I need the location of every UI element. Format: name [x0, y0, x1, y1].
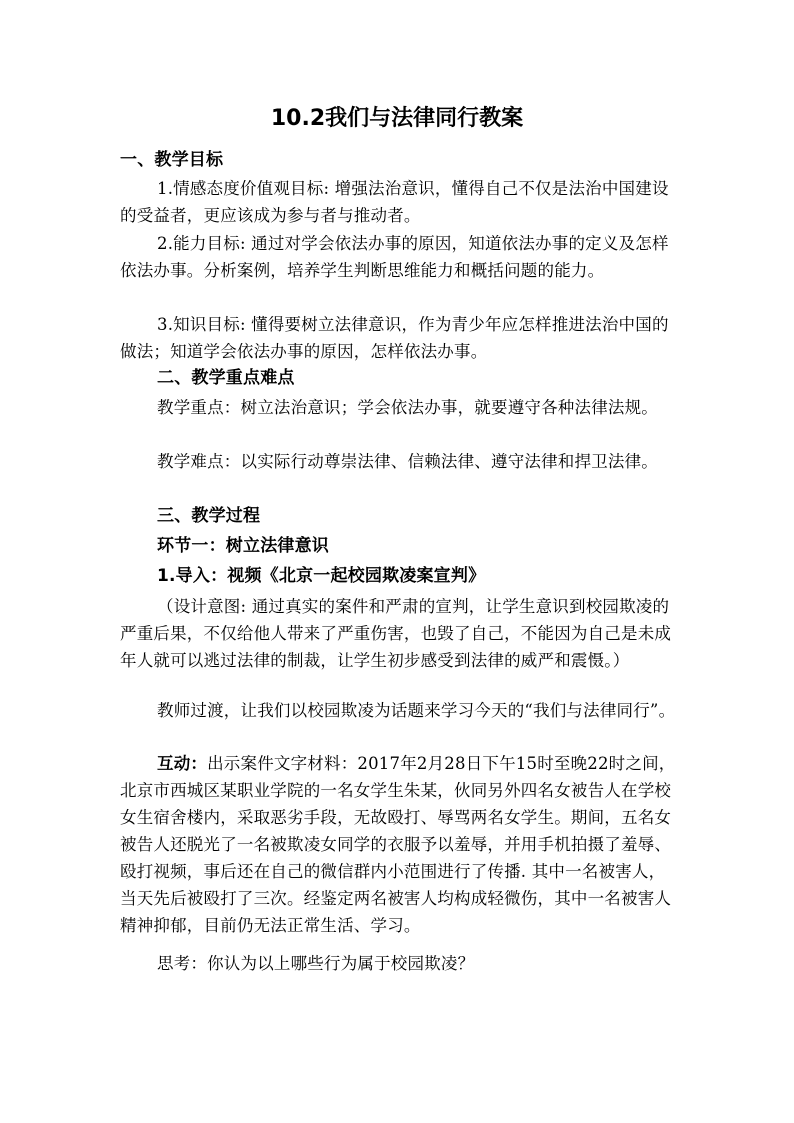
design-intent-paragraph: （设计意图: 通过真实的案件和严肃的宣判，让学生意识到校园欺凌的严重后果，不仅给他人带来了严重伤害，也毁了自己，不能因为自己是未成年人就可以逃过法律的制裁，让学生初步感受到法律的威严和震慑。） — [120, 597, 672, 670]
interaction-label: 互动： — [157, 754, 208, 773]
objective-paragraph-3: 3.知识目标: 懂得要树立法律意识，作为青少年应怎样推进法治中国的做法；知道学会依法办事的原因，怎样依法办事。 — [120, 315, 669, 361]
question-paragraph: 思考：你认为以上哪些行为属于校园欺凌？ — [157, 954, 475, 973]
interaction-paragraph — [120, 750, 680, 939]
section-heading-process: 三、教学过程 — [157, 506, 261, 526]
section-heading-objectives: 一、教学目标 — [120, 150, 224, 170]
key-point-paragraph: 教学重点：树立法治意识；学会依法办事，就要遵守各种法律法规。 — [157, 398, 658, 417]
objective-paragraph-2: 2.能力目标: 通过对学会依法办事的原因，知道依法办事的定义及怎样依法办事。分析案例，培养学生判断思维能力和概括问题的能力。 — [120, 234, 669, 280]
section-heading-key-points: 二、教学重点难点 — [157, 368, 295, 388]
teacher-transition-paragraph: 教师过渡，让我们以校园欺凌为话题来学习今天的“我们与法律同行”。 — [157, 701, 676, 720]
step1-heading: 环节一：树立法律意识 — [157, 536, 329, 556]
intro-heading: 1.导入：视频《北京一起校园欺凌案宣判》 — [157, 566, 486, 586]
difficulty-paragraph: 教学难点：以实际行动尊崇法律、信赖法律、遵守法律和捍卫法律。 — [157, 452, 658, 471]
document-title: 10.2我们与法律同行教案 — [270, 106, 524, 131]
objective-paragraph-1: 1.情感态度价值观目标: 增强法治意识，懂得自己不仅是法治中国建设的受益者，更应该成为参与者与推动者。 — [120, 179, 669, 225]
interaction-text: 出示案件文字材料：2017年2月28日下午15时至晚22时之间，北京市西城区某职业学院的一名女学生朱某，伙同另外四名女被告人在学校女生宿舍楼内，采取恶劣手段，无故殴打、辱骂两名女学生。期间，五名女被告人还脱光了一名被欺凌女同学的衣服予以羞辱，并用手机拍摄了羞辱、殴打视频，事后还在自己的微信群内小范围进行了传播. 其中一名被害人，当天先后被殴打了三次。经鉴定两名被害人均构成轻微伤，其中一名被害人精神抑郁，目前仍无法正常生活、学习。 — [120, 754, 676, 935]
